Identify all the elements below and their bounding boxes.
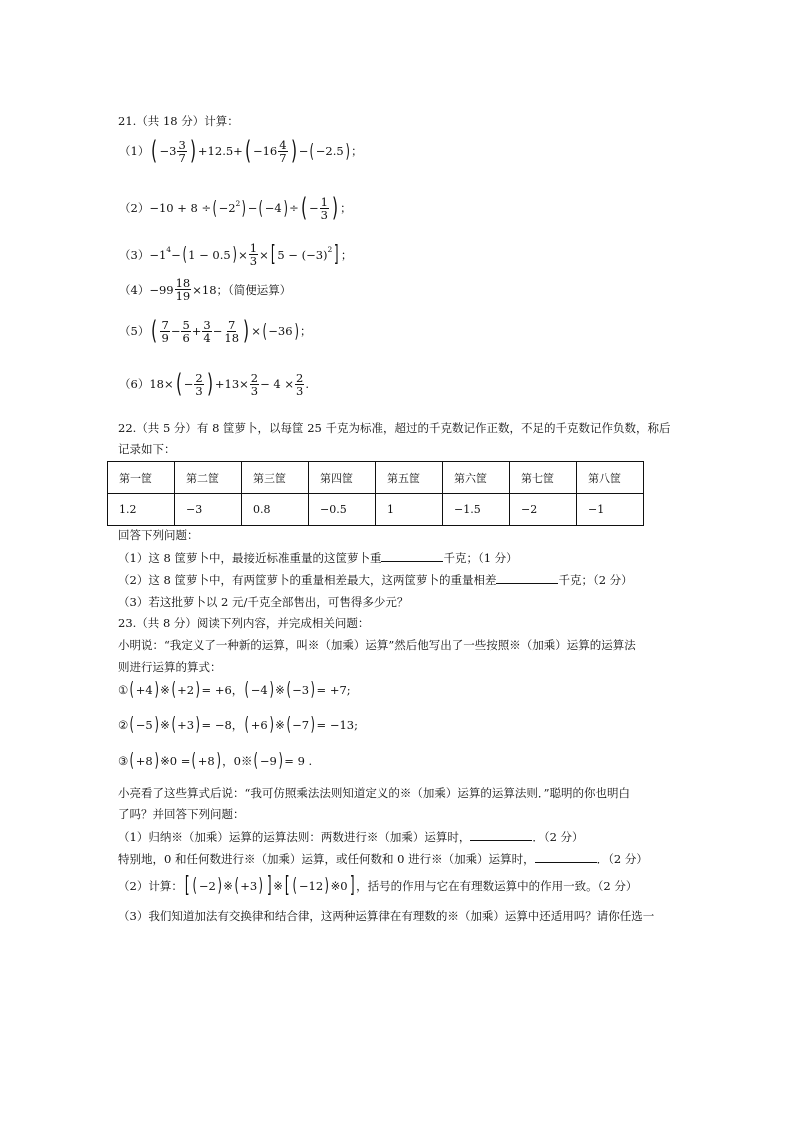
q22-sub3: （3）若这批萝卜以 2 元/千克全部售出，可售得多少元？ [118, 595, 409, 609]
q22-line1: 22.（共 5 分）有 8 筐萝卜，以每筐 25 千克为标准，超过的千克数记作正数，不足的千克数记作负数，称后 [118, 421, 671, 435]
q23-sub2: （2）计算： [ ( −2 ) ※ ( +3 ) ] ※ [ ( −12 ) ※0 ] ，括号的作用与它在有理数运算中的作用一致。（2 分） [118, 873, 638, 898]
table-cell: 1.2 [108, 494, 175, 526]
table-cell: −0.5 [309, 494, 376, 526]
q22-sub2: （2）这 8 筐萝卜中，有两筐萝卜的重量相差最大，这两筐萝卜的重量相差 千克；（2 分） [118, 573, 633, 587]
q22-line2: 记录如下： [118, 442, 176, 456]
answer-blank[interactable] [381, 549, 443, 562]
table-row [108, 494, 644, 526]
table-header: 第八筐 [577, 462, 644, 494]
q23-example2: ② ( −5 ) ※ ( +3 ) = −8， ( +6 ) ※ ( −7 ) = −13; [118, 713, 358, 735]
fraction: $\frac{4}{7}$ [279, 137, 287, 165]
q21-part3: （3） −1 4 − ( 1 − 0.5 ) × $\frac{1}{3}$ × [ 5 − (−3) 2 ] ； [119, 241, 353, 268]
q22-sub1: （1）这 8 筐萝卜中，最接近标准重量的这筐萝卜重 千克；（1 分） [118, 551, 518, 565]
q22-after: 回答下列问题： [118, 528, 199, 542]
q23-example1: ① ( +4 ) ※ ( +2 ) = +6， ( −4 ) ※ ( −3 ) = +7; [118, 678, 351, 700]
table-cell: 0.8 [242, 494, 309, 526]
q23-intro2: 则进行运算的算式： [118, 660, 222, 674]
table-header: 第五筐 [376, 462, 443, 494]
q21-part5: （5） ( $\frac{7}{9}$ − $\frac{5}{6}$ + $\frac{3}{4}$ − $\frac{7}{18}$ ) × ( −36 ) ； [119, 316, 312, 346]
table-cell: −1 [577, 494, 644, 526]
q21-part6: （6） 18× ( − $\frac{2}{3}$ ) +13× $\frac{2}{3}$ − 4 × $\frac{2}{3}$ . [119, 369, 310, 399]
table-header: 第一筐 [108, 462, 175, 494]
q21-part1: （1） ( −3 $\frac{3}{7}$ ) +12.5+ ( −16 $\frac{4}{7}$ ) − ( −2.5 ) ； [119, 136, 363, 166]
table-row [108, 462, 644, 494]
q23-example3: ③ ( +8 ) ※0 = ( +8 ) ，0※ ( −9 ) = 9 . [118, 749, 313, 771]
answer-blank[interactable] [470, 828, 532, 841]
fraction: $\frac{18}{19}$ [175, 276, 191, 303]
table-cell: 1 [376, 494, 443, 526]
answer-blank[interactable] [496, 571, 558, 584]
table-cell: −2 [510, 494, 577, 526]
label: （1） [119, 144, 150, 158]
q23-sub3: （3）我们知道加法有交换律和结合律，这两种运算律在有理数的※（加乘）运算中还适用吗？请你任选一 [118, 909, 655, 923]
fraction: $\frac{1}{3}$ [249, 241, 258, 268]
q21-part4: （4） −99 $\frac{18}{19}$ ×18；（简便运算） [119, 276, 292, 303]
fraction: $\frac{1}{3}$ [320, 194, 328, 222]
table-header: 第六筐 [443, 462, 510, 494]
table-header: 第七筐 [510, 462, 577, 494]
table-header: 第三筐 [242, 462, 309, 494]
q21-part2: （2） −10 + 8 ÷ ( −2 2 ) − ( −4 ) ÷ ( − $\frac{1}{3}$ ) ； [119, 193, 352, 223]
table-header: 第四筐 [309, 462, 376, 494]
q23-intro1: 小明说：“我定义了一种新的运算，叫※（加乘）运算”然后他写出了一些按照※（加乘）运算的运算法 [118, 638, 636, 652]
q23-after2: 了吗？并回答下列问题： [118, 807, 245, 821]
table-cell: −1.5 [443, 494, 510, 526]
table-cell: −3 [175, 494, 242, 526]
q23-sub1: （1）归纳※（加乘）运算的运算法则：两数进行※（加乘）运算时， ．（2 分） [118, 830, 584, 844]
table-header: 第二筐 [175, 462, 242, 494]
fraction: $\frac{3}{7}$ [178, 137, 186, 165]
q21-title: 21.（共 18 分）计算： [118, 114, 239, 128]
q23-title: 23.（共 8 分）阅读下列内容，并完成相关问题： [118, 616, 370, 630]
answer-blank[interactable] [535, 850, 597, 863]
weights-table [107, 461, 644, 526]
q23-sub1-special: 特别地，0 和任何数进行※（加乘）运算，或任何数和 0 进行※（加乘）运算时， ．（2 分） [118, 852, 648, 866]
q23-after1: 小亮看了这些算式后说：“我可仿照乘法法则知道定义的※（加乘）运算的运算法则．”聪明的你也明白 [118, 786, 631, 800]
